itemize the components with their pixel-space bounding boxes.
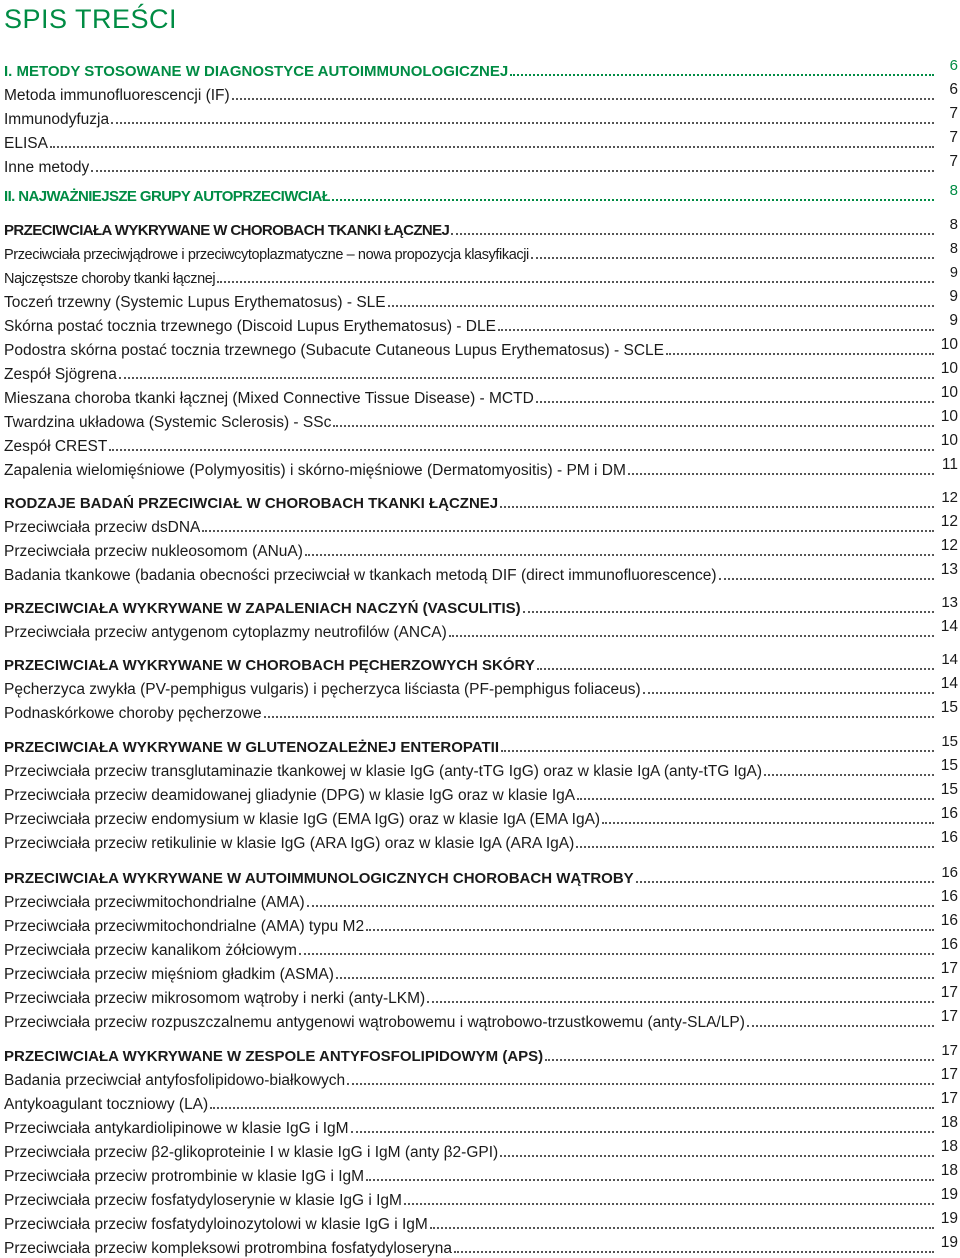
toc-entry[interactable]	[4, 312, 958, 336]
toc-entry[interactable]	[4, 805, 958, 829]
toc-entry[interactable]	[4, 153, 958, 177]
toc-entry-page-number: 15	[940, 781, 958, 798]
dot-leader	[427, 1001, 934, 1003]
toc-entry[interactable]	[4, 960, 958, 984]
toc-entry-label: Pęcherzyca zwykła (PV-pemphigus vulgaris) i pęcherzyca liściasta (PF-pemphigus foliaceus)	[4, 681, 641, 698]
toc-entry[interactable]	[4, 699, 958, 723]
toc-entry[interactable]	[4, 1066, 958, 1090]
dot-leader	[602, 822, 934, 824]
toc-entry[interactable]	[4, 105, 958, 129]
toc-entry-page-number: 7	[949, 105, 958, 122]
toc-entry-page-number: 6	[949, 81, 958, 98]
toc-entry-label: Badania przeciwciał antyfosfolipidowo-białkowych	[4, 1072, 346, 1089]
toc-entry-label: RODZAJE BADAŃ PRZECIWCIAŁ W CHOROBACH TKANKI ŁĄCZNEJ	[4, 495, 499, 512]
toc-entry-page-number: 16	[940, 936, 958, 953]
toc-entry[interactable]	[4, 594, 958, 618]
toc-entry-label: Przeciwciała przeciw kompleksowi protrombina fosfatydyloseryna	[4, 1240, 452, 1257]
dot-leader	[210, 1107, 934, 1109]
dot-leader	[636, 881, 934, 883]
toc-entry-page-number: 9	[949, 288, 958, 305]
toc-entry-page-number: 14	[940, 675, 958, 692]
toc-entry-page-number: 17	[941, 1042, 958, 1059]
dot-leader	[111, 122, 934, 124]
toc-entry[interactable]	[4, 129, 958, 153]
toc-entry-page-number: 15	[940, 757, 958, 774]
toc-entry-label: Przeciwciała przeciw deamidowanej gliadynie (DPG) w klasie IgG oraz w klasie IgA	[4, 787, 576, 804]
toc-entry-page-number: 14	[940, 618, 958, 635]
dot-leader	[451, 233, 934, 235]
toc-entry[interactable]	[4, 288, 958, 312]
toc-entry-label: Przeciwciała przeciw protrombinie w klasie IgG i IgM	[4, 1168, 365, 1185]
dot-leader	[50, 146, 934, 148]
toc-entry[interactable]	[4, 1210, 958, 1234]
dot-leader	[119, 377, 934, 379]
dot-leader	[336, 977, 934, 979]
toc-entry-label: Podostra skórna postać tocznia trzewnego (Subacute Cutaneous Lupus Erythematosus) - SCLE	[4, 342, 664, 359]
toc-entry[interactable]	[4, 384, 958, 408]
dot-leader	[264, 716, 934, 718]
toc-entry-label: Najczęstsze choroby tkanki łącznej	[4, 271, 216, 287]
toc-entry-page-number: 17	[940, 1008, 958, 1025]
toc-entry-label: Podnaskórkowe choroby pęcherzowe	[4, 705, 262, 722]
toc-entry-label: Przeciwciała przeciwjądrowe i przeciwcytoplazmatyczne – nowa propozycja klasyfikacji	[4, 247, 529, 263]
toc-entry-label: Przeciwciała przeciw nukleosomom (ANuA)	[4, 543, 303, 560]
toc-entry-label: PRZECIWCIAŁA WYKRYWANE W ZESPOLE ANTYFOSFOLIPIDOWYM (APS)	[4, 1048, 544, 1065]
toc-entry[interactable]	[4, 1114, 958, 1138]
toc-entry-label: Przeciwciała przeciw mikrosomom wątroby i nerki (anty-LKM)	[4, 990, 426, 1007]
toc-entry-label: Inne metody	[4, 159, 90, 176]
dot-leader	[202, 530, 934, 532]
dot-leader	[577, 798, 934, 800]
dot-leader	[366, 929, 934, 931]
dot-leader	[299, 953, 934, 955]
toc-entry[interactable]	[4, 432, 958, 456]
dot-leader	[404, 1203, 934, 1205]
toc-entry[interactable]	[4, 360, 958, 384]
toc-entry-page-number: 16	[940, 888, 958, 905]
toc-entry-label: PRZECIWCIAŁA WYKRYWANE W GLUTENOZALEŻNEJ ENTEROPATII	[4, 739, 499, 756]
toc-entry-label: Zespół Sjögrena	[4, 366, 117, 383]
toc-entry-page-number: 15	[941, 733, 958, 750]
toc-entry[interactable]	[4, 57, 958, 81]
toc-entry-label: PRZECIWCIAŁA WYKRYWANE W CHOROBACH PĘCHERZOWYCH SKÓRY	[4, 657, 535, 674]
toc-entry-page-number: 12	[940, 537, 958, 554]
toc-entry-label: Przeciwciała antykardiolipinowe w klasie IgG i IgM	[4, 1120, 349, 1137]
toc-entry-label: Przeciwciała przeciw endomysium w klasie IgG (EMA IgG) oraz w klasie IgA (EMA IgA)	[4, 811, 601, 828]
toc-entry-label: Przeciwciała przeciw antygenom cytoplazmy neutrofilów (ANCA)	[4, 624, 447, 641]
dot-leader	[545, 1059, 934, 1061]
toc-entry[interactable]	[4, 240, 958, 264]
toc-entry-label: Zespół CREST	[4, 438, 108, 455]
toc-entry-label: Antykoagulant toczniowy (LA)	[4, 1096, 209, 1113]
toc-entry[interactable]	[4, 182, 958, 206]
dot-leader	[500, 506, 934, 508]
toc-entry-label: Przeciwciała przeciw fosfatydyloinozytolowi w klasie IgG i IgM	[4, 1216, 428, 1233]
toc-entry-page-number: 8	[949, 182, 958, 199]
dot-leader	[498, 329, 934, 331]
toc-entry-page-number: 18	[940, 1162, 958, 1179]
dot-leader	[217, 281, 934, 283]
dot-leader	[333, 425, 934, 427]
toc-entry-page-number: 9	[949, 312, 958, 329]
toc-entry-page-number: 7	[949, 129, 958, 146]
toc-entry-label: I. METODY STOSOWANE W DIAGNOSTYCE AUTOIMMUNOLOGICZNEJ	[4, 63, 509, 80]
toc-entry[interactable]	[4, 757, 958, 781]
toc-entry-page-number: 17	[940, 1066, 958, 1083]
toc-entry-page-number: 10	[940, 432, 958, 449]
toc-entry-page-number: 9	[949, 265, 958, 281]
toc-entry[interactable]	[4, 1186, 958, 1210]
dot-leader	[347, 1083, 934, 1085]
toc-entry[interactable]	[4, 513, 958, 537]
toc-entry-label: ELISA	[4, 135, 48, 152]
toc-entry-page-number: 16	[940, 805, 958, 822]
dot-leader	[628, 473, 934, 475]
toc-entry-page-number: 10	[940, 360, 958, 377]
dot-leader	[510, 74, 934, 76]
toc-entry[interactable]	[4, 1234, 958, 1258]
toc-entry-page-number: 16	[940, 829, 958, 846]
toc-entry-page-number: 10	[940, 384, 958, 401]
toc-entry-label: Immunodyfuzja	[4, 111, 110, 128]
dot-leader	[719, 578, 935, 580]
toc-entry-page-number: 14	[941, 651, 958, 668]
toc-entry[interactable]	[4, 829, 958, 853]
toc-entry-page-number: 17	[940, 1090, 958, 1107]
toc-entry[interactable]	[4, 864, 958, 888]
dot-leader	[576, 846, 934, 848]
toc-entry-page-number: 17	[940, 960, 958, 977]
toc-entry-label: Przeciwciała przeciw β2-glikoproteinie I w klasie IgG i IgM (anty β2-GPI)	[4, 1144, 499, 1161]
toc-entry-page-number: 15	[940, 699, 958, 716]
dot-leader	[666, 353, 934, 355]
toc-entry-label: PRZECIWCIAŁA WYKRYWANE W ZAPALENIACH NACZYŃ (VASCULITIS)	[4, 600, 521, 617]
toc-entry-label: Przeciwciała przeciw kanalikom żółciowym	[4, 942, 297, 959]
toc-entry-page-number: 11	[941, 456, 958, 473]
toc-entry[interactable]	[4, 1138, 958, 1162]
toc-entry-label: PRZECIWCIAŁA WYKRYWANE W CHOROBACH TKANKI ŁĄCZNEJ	[4, 222, 450, 239]
toc-entry[interactable]	[4, 456, 958, 480]
toc-entry-page-number: 18	[940, 1114, 958, 1131]
toc-entry[interactable]	[4, 216, 958, 240]
toc-entry[interactable]	[4, 489, 958, 513]
dot-leader	[536, 401, 934, 403]
toc-entry[interactable]	[4, 984, 958, 1008]
dot-leader	[454, 1251, 934, 1253]
dot-leader	[764, 774, 934, 776]
toc-entry[interactable]	[4, 336, 958, 360]
dot-leader	[643, 692, 934, 694]
toc-entry-label: PRZECIWCIAŁA WYKRYWANE W AUTOIMMUNOLOGICZNYCH CHOROBACH WĄTROBY	[4, 870, 634, 887]
toc-entry-page-number: 17	[940, 984, 958, 1001]
dot-leader	[537, 668, 934, 670]
toc-entry[interactable]	[4, 781, 958, 805]
dot-leader	[430, 1227, 934, 1229]
toc-entry[interactable]	[4, 408, 958, 432]
dot-leader	[523, 611, 934, 613]
dot-leader	[366, 1179, 934, 1181]
toc-entry[interactable]	[4, 651, 958, 675]
dot-leader	[747, 1025, 934, 1027]
toc-entry-page-number: 10	[940, 408, 958, 425]
dot-leader	[449, 635, 934, 637]
toc-entry-label: Metoda immunofluorescencji (IF)	[4, 87, 230, 104]
dot-leader	[332, 199, 934, 201]
toc-entry-page-number: 16	[940, 912, 958, 929]
dot-leader	[91, 170, 934, 172]
toc-entry-page-number: 16	[941, 864, 958, 881]
toc-entry[interactable]	[4, 1042, 958, 1066]
toc-entry-label: Twardzina układowa (Systemic Sclerosis) - SSc	[4, 414, 332, 431]
toc-entry[interactable]	[4, 264, 958, 288]
toc-entry-page-number: 8	[949, 216, 958, 233]
toc-entry[interactable]	[4, 936, 958, 960]
toc-entry-label: Przeciwciała przeciwmitochondrialne (AMA) typu M2	[4, 918, 365, 935]
dot-leader	[501, 750, 934, 752]
toc-entry-page-number: 8	[949, 241, 958, 257]
dot-leader	[388, 305, 934, 307]
toc-entry[interactable]	[4, 888, 958, 912]
toc-entry-page-number: 18	[940, 1138, 958, 1155]
toc-entry-label: Zapalenia wielomięśniowe (Polymyositis) i skórno-mięśniowe (Dermatomyositis) - PM i DM	[4, 462, 626, 479]
toc-entry-page-number: 13	[940, 561, 958, 578]
dot-leader	[307, 905, 934, 907]
toc-entry-page-number: 19	[940, 1186, 958, 1203]
toc-entry-page-number: 12	[940, 513, 958, 530]
toc-entry[interactable]	[4, 81, 958, 105]
toc-entry-label: Przeciwciała przeciwmitochondrialne (AMA)	[4, 894, 305, 911]
toc-entry-page-number: 10	[940, 336, 958, 353]
toc-entry[interactable]	[4, 675, 958, 699]
toc-entry-label: Badania tkankowe (badania obecności przeciwciał w tkankach metodą DIF (direct immunofluorescence)	[4, 567, 717, 584]
toc-entry-label: Przeciwciała przeciw transglutaminazie tkankowej w klasie IgG (anty-tTG IgG) oraz w klasie IgA (anty-tTG IgA)	[4, 763, 763, 780]
toc-entry-page-number: 13	[941, 594, 958, 611]
toc-entry[interactable]	[4, 618, 958, 642]
page-title: SPIS TREŚCI	[4, 4, 178, 34]
toc-entry[interactable]	[4, 561, 958, 585]
toc-entry-label: Przeciwciała przeciw retikulinie w klasie IgG (ARA IgG) oraz w klasie IgA (ARA IgA)	[4, 835, 575, 852]
toc-entry-page-number: 12	[941, 489, 958, 506]
dot-leader	[531, 257, 934, 259]
toc-entry-label: Przeciwciała przeciw mięśniom gładkim (ASMA)	[4, 966, 334, 983]
toc-entry[interactable]	[4, 537, 958, 561]
toc-entry-label: Skórna postać tocznia trzewnego (Discoid Lupus Erythematosus) - DLE	[4, 318, 496, 335]
toc-entry[interactable]	[4, 1008, 958, 1032]
dot-leader	[351, 1131, 934, 1133]
toc-entry-label: Toczeń trzewny (Systemic Lupus Erythematosus) - SLE	[4, 294, 386, 311]
toc-entry-page-number: 7	[949, 153, 958, 170]
toc-entry-page-number: 19	[940, 1210, 958, 1227]
toc-entry-label: II. NAJWAŻNIEJSZE GRUPY AUTOPRZECIWCIAŁ	[4, 188, 331, 205]
toc-entry-label: Przeciwciała przeciw dsDNA	[4, 519, 201, 536]
toc-entry-label: Mieszana choroba tkanki łącznej (Mixed Connective Tissue Disease) - MCTD	[4, 390, 534, 407]
toc-entry-page-number: 19	[940, 1234, 958, 1251]
dot-leader	[500, 1155, 934, 1157]
toc-entry[interactable]	[4, 912, 958, 936]
toc-entry-page-number: 6	[949, 57, 958, 74]
dot-leader	[109, 449, 934, 451]
toc-entry[interactable]	[4, 1090, 958, 1114]
toc-entry-label: Przeciwciała przeciw fosfatydyloserynie w klasie IgG i IgM	[4, 1192, 402, 1209]
toc-entry[interactable]	[4, 733, 958, 757]
toc-entry-label: Przeciwciała przeciw rozpuszczalnemu antygenowi wątrobowemu i wątrobowo-trzustkowemu (anty-SLA/LP)	[4, 1014, 745, 1031]
toc-entry[interactable]	[4, 1162, 958, 1186]
dot-leader	[305, 554, 934, 556]
dot-leader	[232, 98, 934, 100]
